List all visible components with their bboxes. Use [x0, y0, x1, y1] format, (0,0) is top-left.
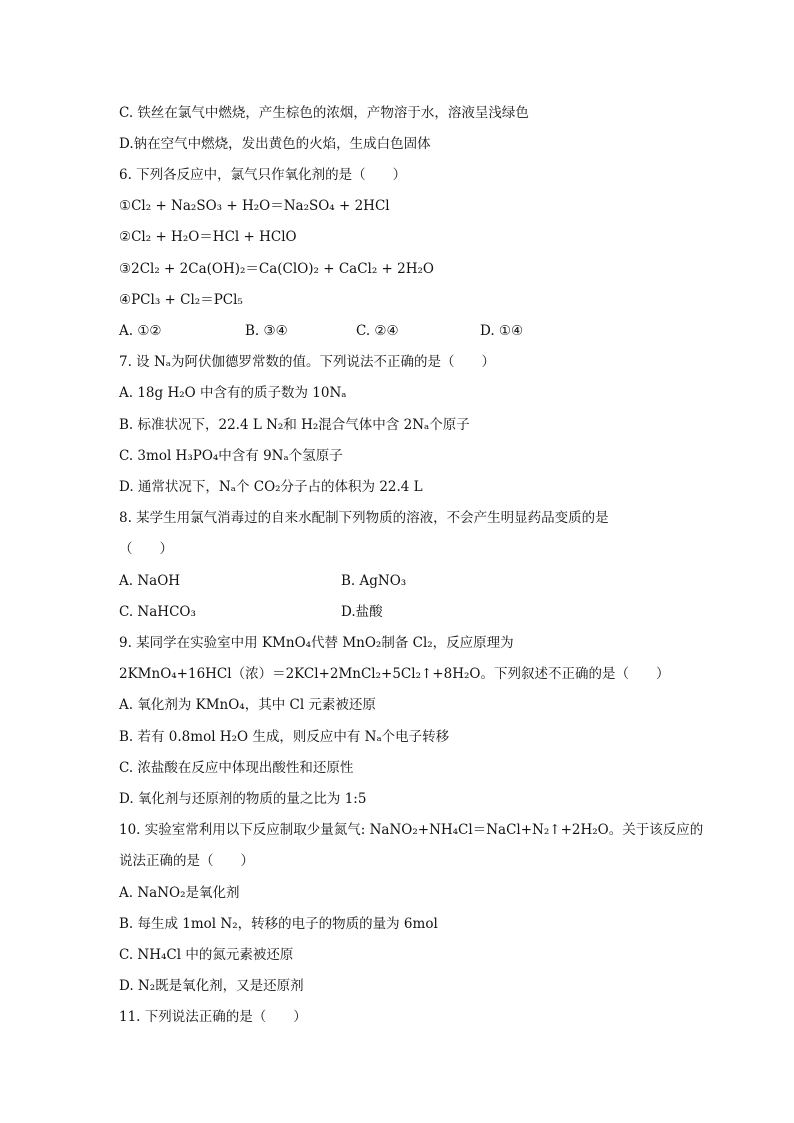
q6-option-b: B. ③④	[245, 323, 288, 339]
q10-option-c: C. NH₄Cl 中的氮元素被还原	[119, 947, 294, 963]
q8-option-a: A. NaOH	[119, 573, 181, 589]
q10-option-d: D. N₂既是氧化剂，又是还原剂	[119, 978, 304, 994]
q6-reaction-1: ①Cl₂ + Na₂SO₃ + H₂O＝Na₂SO₄ + 2HCl	[119, 198, 390, 214]
q6-option-d: D. ①④	[480, 323, 524, 339]
q7-option-c: C. 3mol H₃PO₄中含有 9Nₐ个氢原子	[119, 448, 343, 464]
q7-stem: 7. 设 Nₐ为阿伏伽德罗常数的值。下列说法不正确的是（ ）	[119, 354, 495, 370]
q10-stem: 10. 实验室常利用以下反应制取少量氮气: NaNO₂+NH₄Cl＝NaCl+N₂↑+2H₂O。关于该反应的	[119, 822, 704, 838]
q5-option-d: D.钠在空气中燃烧，发出黄色的火焰，生成白色固体	[119, 136, 431, 152]
q10-stem-cont: 说法正确的是（ ）	[119, 853, 254, 869]
q8-option-c: C. NaHCO₃	[119, 604, 196, 620]
q7-option-d: D. 通常状况下，Nₐ个 CO₂分子占的体积为 22.4 L	[119, 479, 423, 495]
q10-option-b: B. 每生成 1mol N₂，转移的电子的物质的量为 6mol	[119, 916, 438, 932]
q9-stem: 9. 某同学在实验室中用 KMnO₄代替 MnO₂制备 Cl₂，反应原理为	[119, 635, 514, 651]
q7-option-a: A. 18g H₂O 中含有的质子数为 10Nₐ	[119, 385, 347, 401]
q8-option-b: B. AgNO₃	[341, 573, 407, 589]
q9-option-a: A. 氧化剂为 KMnO₄，其中 Cl 元素被还原	[119, 697, 376, 713]
q5-option-c: C. 铁丝在氯气中燃烧，产生棕色的浓烟，产物溶于水，溶液呈浅绿色	[119, 105, 529, 121]
q6-stem: 6. 下列各反应中，氯气只作氧化剂的是（ ）	[119, 167, 407, 183]
q7-option-b: B. 标准状况下，22.4 L N₂和 H₂混合气体中含 2Nₐ个原子	[119, 417, 470, 433]
q6-reaction-2: ②Cl₂ + H₂O＝HCl + HClO	[119, 229, 297, 245]
q11-stem: 11. 下列说法正确的是（ ）	[119, 1009, 307, 1025]
q6-option-c: C. ②④	[356, 323, 399, 339]
q6-reaction-4: ④PCl₃ + Cl₂＝PCl₅	[119, 292, 243, 308]
q9-option-d: D. 氧化剂与还原剂的物质的量之比为 1:5	[119, 791, 367, 807]
q8-stem: 8. 某学生用氯气消毒过的自来水配制下列物质的溶液，不会产生明显药品变质的是	[119, 510, 609, 526]
q8-option-d: D.盐酸	[341, 604, 383, 620]
q6-option-a: A. ①②	[119, 323, 162, 339]
q9-option-b: B. 若有 0.8mol H₂O 生成，则反应中有 Nₐ个电子转移	[119, 729, 450, 745]
q9-equation: 2KMnO₄+16HCl（浓）＝2KCl+2MnCl₂+5Cl₂↑+8H₂O。下列叙述不正确的是（ ）	[119, 666, 670, 682]
q9-option-c: C. 浓盐酸在反应中体现出酸性和还原性	[119, 760, 354, 776]
q6-reaction-3: ③2Cl₂ + 2Ca(OH)₂＝Ca(ClO)₂ + CaCl₂ + 2H₂O	[119, 261, 435, 277]
q10-option-a: A. NaNO₂是氧化剂	[119, 885, 240, 901]
q8-stem-bracket: （ ）	[119, 541, 173, 557]
